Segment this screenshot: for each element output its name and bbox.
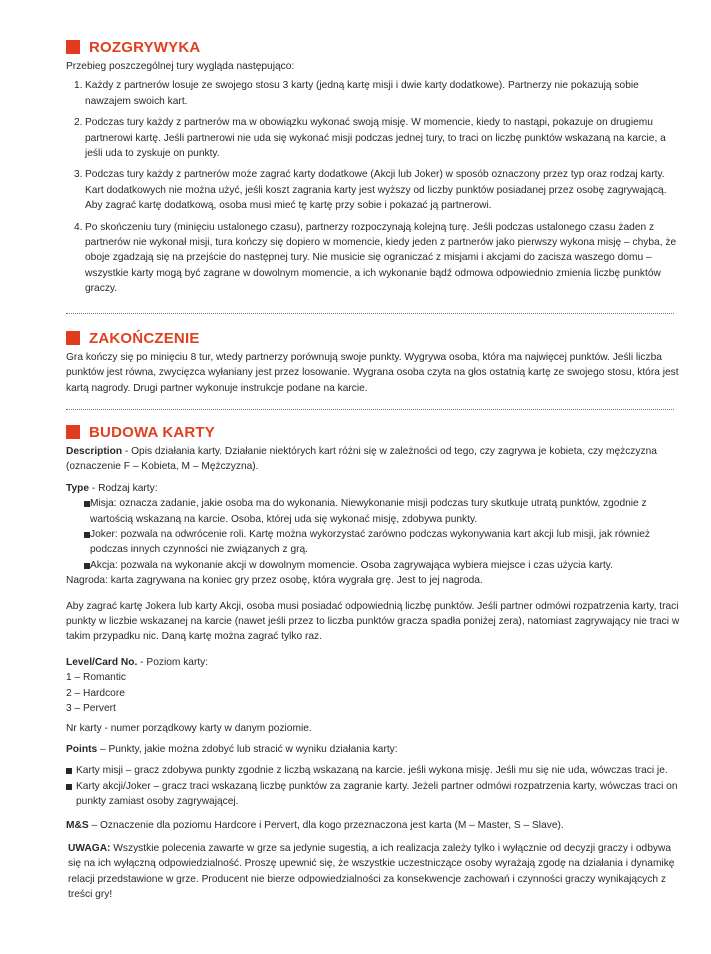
type-paragraph: Type - Rodzaj karty: xyxy=(66,482,158,494)
list-item: Karty akcji/Joker – gracz traci wskazaną liczbę punktów za zagranie karty. Jeżeli partner odmówi rozpatrzenia karty, wówczas traci on punkty zamiast osoby zagrywającej. xyxy=(66,779,680,810)
list-item: Misja: oznacza zadanie, jakie osoba ma do wykonania. Niewykonanie misji podczas tury skutkuje utratą punktów, zgodnie z wartością wskazaną na karcie. Osoba, której uda się wykonać misję, zdobywa punkty. xyxy=(66,496,680,527)
list-item: 4. Po skończeniu tury (minięciu ustalonego czasu), partnerzy rozpoczynają kolejną turę. Jeśli podczas ustalonego czasu żaden z partnerów nie wykonał misji, tura kończy się dopiero w momencie, kiedy jeden z partnerów jako pierwszy wykona misję – chyba, że oboje zgadzają się na przejście do następnej tury. Nie musicie się ograniczać z misjami i akcjami do zacisza waszego domu – wszystkie karty mogą być zagrane w dowolnym momencie, a ich wykonanie bądź odmowa odpowiednio zmienia liczbę punktów graczy. xyxy=(74,221,677,295)
section-title: ZAKOŃCZENIE xyxy=(89,329,200,347)
bullet-square-icon xyxy=(66,784,72,790)
red-square-icon xyxy=(66,425,80,439)
list-item: Joker: pozwala na odwrócenie roli. Kartę można wykorzystać zarówno podczas wykonywania kart akcji lub misji, jak również podczas innych czynności nie związanych z grą. xyxy=(66,527,680,558)
section-title: ROZGRYWYKA xyxy=(89,38,201,56)
list-item: Karty misji – gracz zdobywa punkty zgodnie z liczbą wskazaną na karcie. jeśli wykona misję. Jeśli mu się nie uda, wówczas traci je. xyxy=(66,763,680,778)
section-zakonczenie xyxy=(66,328,680,396)
section-title: BUDOWA KARTY xyxy=(89,423,216,441)
ms-paragraph: M&S – Oznaczenie dla poziomu Hardcore i Pervert, dla kogo przeznaczona jest karta (M – Master, S – Slave). xyxy=(66,819,564,831)
list-item: 2. Podczas tury każdy z partnerów ma w obowiązku wykonać swoją misję. W momencie, kiedy to nastąpi, pokazuje on drugiemu partnerowi kartę. Jeśli partnerowi nie uda się wykonać misji podczas jednej tury, to traci on liczbę punktów wskazaną na karcie, a jeśli uda to zyskuje on punkty. xyxy=(74,117,666,160)
description-paragraph: Description - Opis działania karty. Działanie niektórych kart różni się w zależności od tego, czy zagrywa je kobieta, czy mężczyzna (oznaczenie F – Kobieta, M – Mężczyzna). xyxy=(66,446,657,473)
bullet-square-icon xyxy=(84,501,90,507)
joker-paragraph: Aby zagrać kartę Jokera lub karty Akcji, osoba musi posiadać odpowiednią liczbę punktów. Jeśli partner odmówi rozpatrzenia karty, traci punkty w liczbie wskazanej na karcie (nawet jeśli przez to liczba punktów gracza spadła poniżej zera), natomiast zagrywający nie traci w takim przypadku nic. Daną kartę można zagrać tylko raz. xyxy=(66,600,680,643)
level-item: 2 – Hardcore xyxy=(66,687,125,699)
nagroda-text: Nagroda: karta zagrywana na koniec gry przez osobę, która wygrała grę. Jest to jej nagroda. xyxy=(66,575,483,587)
list-item: Akcja: pozwala na wykonanie akcji w dowolnym momencie. Osoba zagrywająca wybiera miejsce i czas użycia karty. xyxy=(66,558,680,573)
intro-text: Przebieg poszczególnej tury wygląda następująco: xyxy=(66,61,295,72)
list-item: 1. Każdy z partnerów losuje ze swojego stosu 3 karty (jedną kartę misji i dwie karty dodatkowe). Partnerzy nie pokazują sobie nawzajem swoich kart. xyxy=(74,80,639,107)
level-item: 1 – Romantic xyxy=(66,672,127,684)
list-item: 3. Podczas tury każdy z partnerów może zagrać karty dodatkowe (Akcji lub Joker) w sposób oznaczony przez typ oraz rodzaj karty. Kart dodatkowych nie można użyć, jeśli koszt zagrania karty jest wyższy od liczby punktów posiadanej przez osobę zagrywającą. Aby zagrać kartę dodatkową, osoba musi mieć tę kartę przy sobie i pokazać ją partnerowi. xyxy=(74,169,667,212)
section-budowa-karty xyxy=(66,422,680,903)
zakonczenie-text: Gra kończy się po minięciu 8 tur, wtedy partnerzy porównują swoje punkty. Wygrywa osoba, która ma najwięcej punktów. Jeśli liczba punktów jest równa, zwycięzca wyłaniany jest przez losowanie. Wygrana osoba czyta na głos ostatnią kartę ze swojego stosu, która jest kartą nagrody. Drugi partner wykonuje instrukcje podane na karcie. xyxy=(66,352,679,394)
level-paragraph: Level/Card No. - Poziom karty: xyxy=(66,656,209,668)
points-paragraph: Points – Punkty, jakie można zdobyć lub stracić w wyniku działania karty: xyxy=(66,743,398,755)
dotted-divider xyxy=(66,313,674,314)
section-heading xyxy=(66,328,680,348)
nr-karty-text: Nr karty - numer porządkowy karty w danym poziomie. xyxy=(66,722,312,734)
section-heading xyxy=(66,422,680,442)
uwaga-paragraph: UWAGA: Wszystkie polecenia zawarte w grze sa jedynie sugestią, a ich realizacja zależy tylko i wyłącznie od decyzji graczy i odbywa się na ich wyłączną odpowiedzialność. Proszę upewnić się, że wszystkie uczestniczące osoby wyrażają zgodę na działania i dynamikę relacji przedstawione w grze. Producent nie bierze odpowiedzialności za konsekwencje zachowań i czynności graczy wynikających z treści gry! xyxy=(68,842,675,901)
section-heading xyxy=(66,37,680,57)
bullet-square-icon xyxy=(66,768,72,774)
section-rozgrywka xyxy=(66,37,680,297)
bullet-square-icon xyxy=(84,532,90,538)
level-item: 3 – Pervert xyxy=(66,703,116,715)
bullet-square-icon xyxy=(84,563,90,569)
red-square-icon xyxy=(66,331,80,345)
dotted-divider xyxy=(66,409,674,410)
red-square-icon xyxy=(66,40,80,54)
steps-list xyxy=(66,78,680,296)
